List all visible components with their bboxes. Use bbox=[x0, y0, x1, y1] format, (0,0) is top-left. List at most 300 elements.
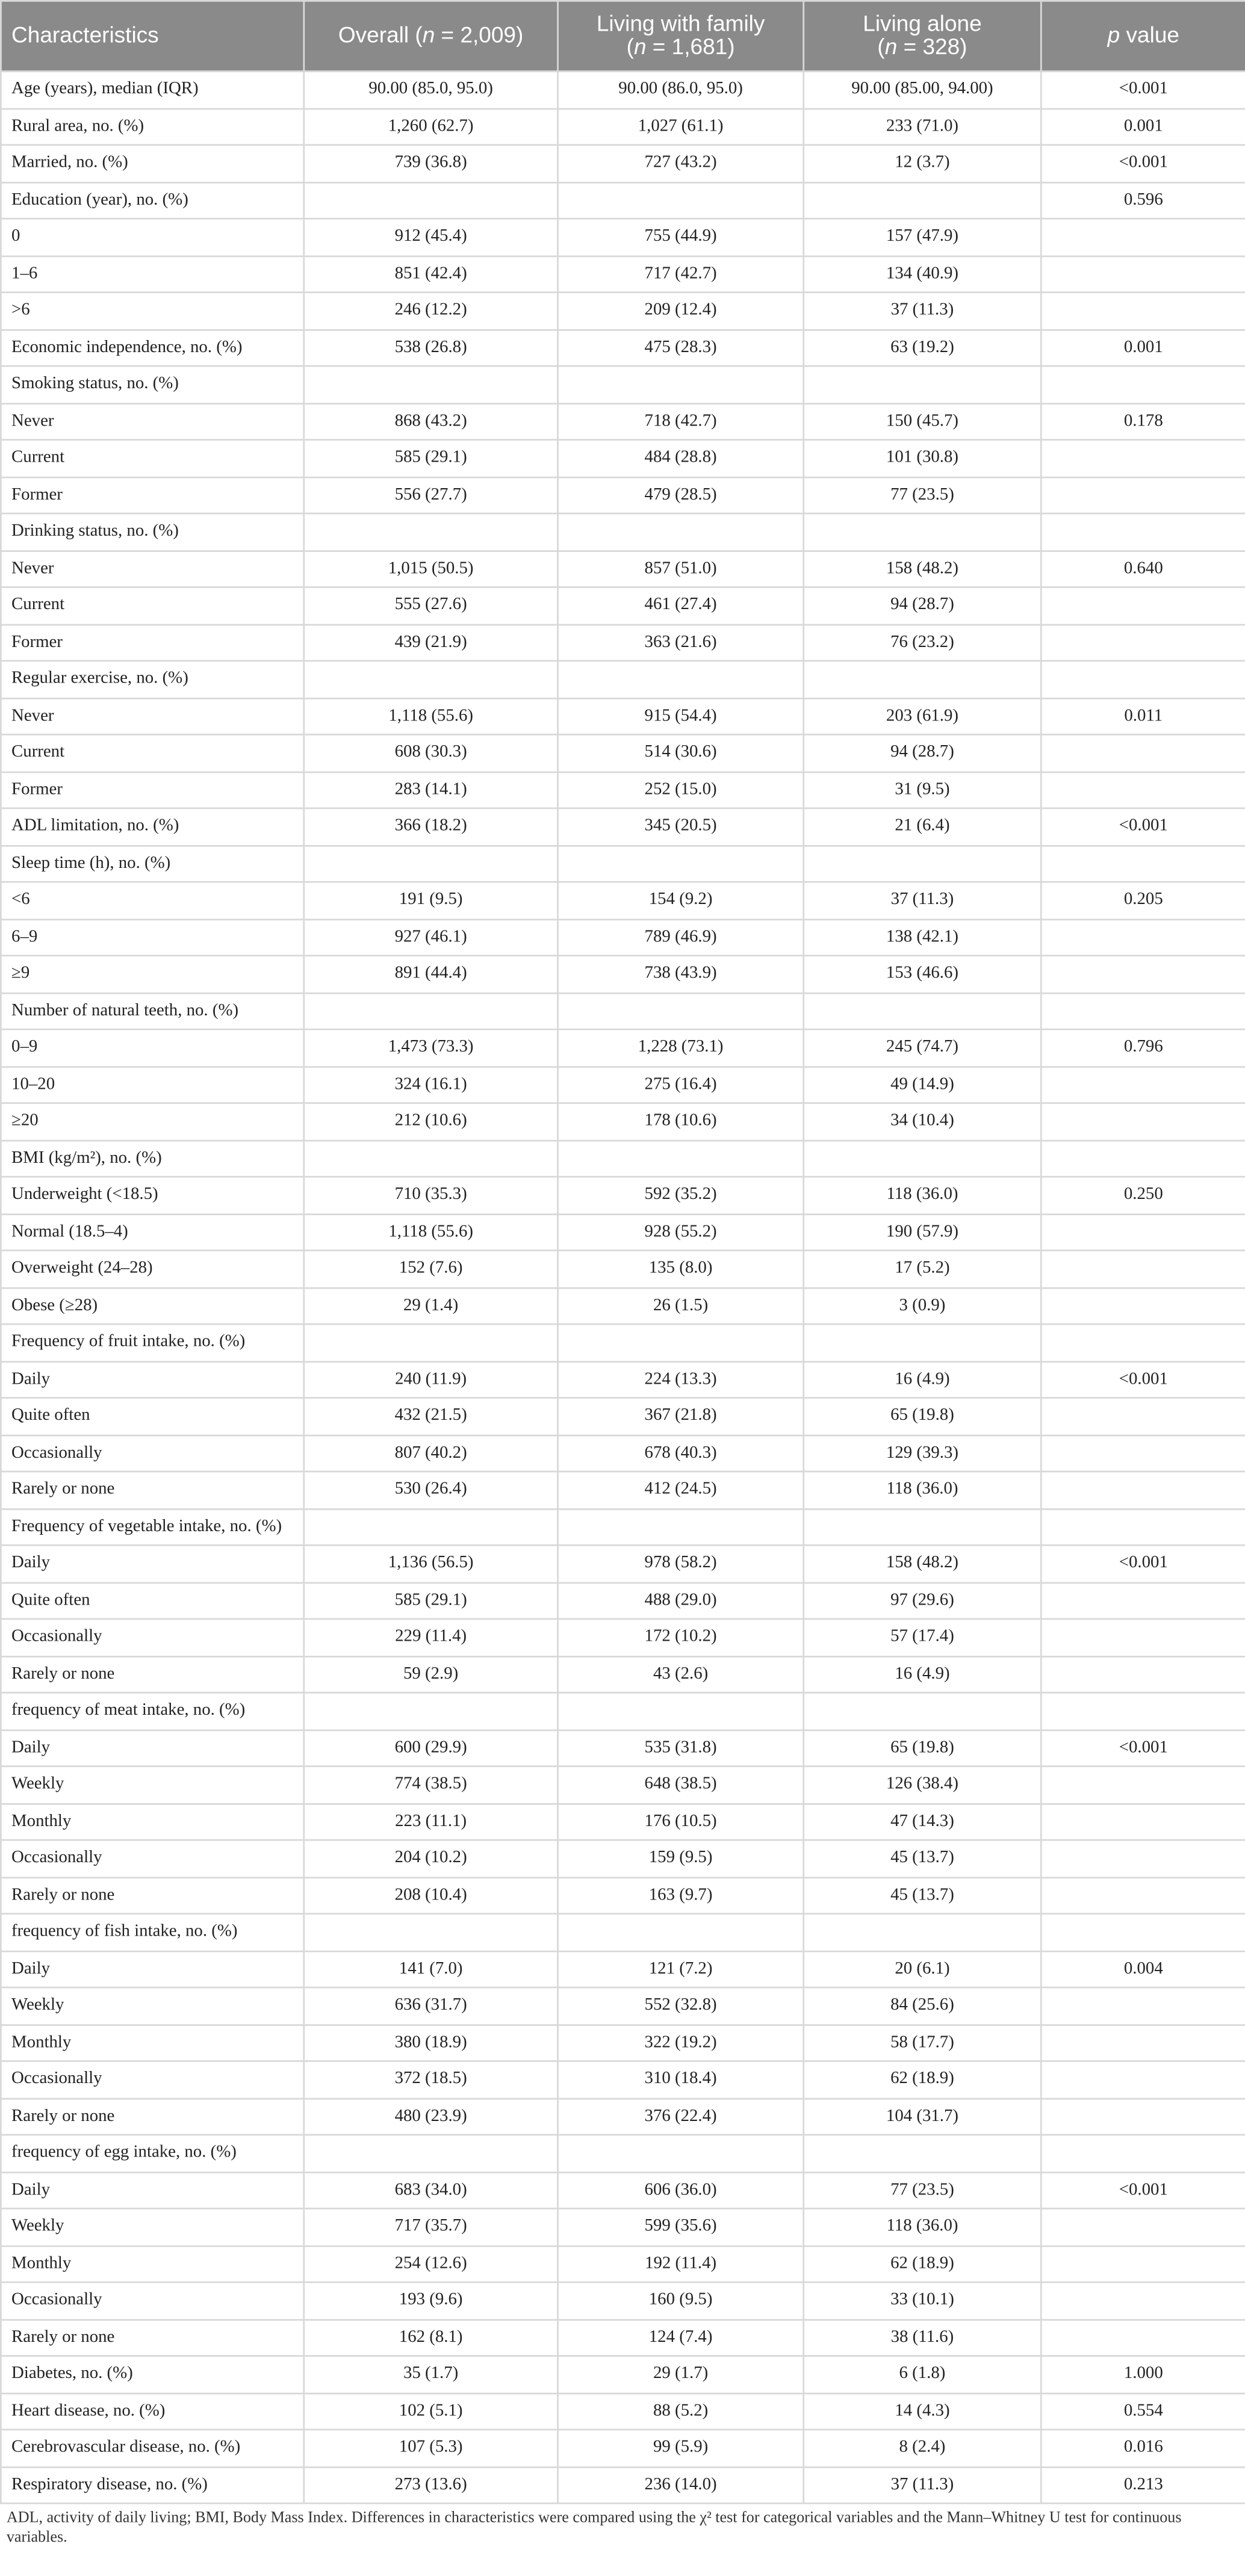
cell-living-alone: 150 (45.7) bbox=[804, 403, 1042, 439]
cell-characteristic: Age (years), median (IQR) bbox=[1, 71, 303, 108]
cell-living-alone: 203 (61.9) bbox=[804, 698, 1042, 734]
cell-characteristic: BMI (kg/m²), no. (%) bbox=[1, 1140, 303, 1177]
cell-p-value: <0.001 bbox=[1041, 145, 1245, 182]
table-row bbox=[1, 587, 1245, 624]
cell-characteristic: ADL limitation, no. (%) bbox=[1, 808, 303, 845]
cell-characteristic: Number of natural teeth, no. (%) bbox=[1, 992, 303, 1029]
cell-characteristic: <6 bbox=[1, 882, 303, 918]
cell-characteristic: Weekly bbox=[1, 1766, 303, 1803]
cell-characteristic: Monthly bbox=[1, 2024, 303, 2061]
cell-living-with-family: 159 (9.5) bbox=[558, 1840, 804, 1877]
cell-characteristic: Normal (18.5–4) bbox=[1, 1213, 303, 1250]
cell-overall: 480 (23.9) bbox=[304, 2098, 558, 2135]
cell-living-alone: 45 (13.7) bbox=[804, 1877, 1042, 1913]
cell-overall: 366 (18.2) bbox=[304, 808, 558, 845]
cell-overall: 208 (10.4) bbox=[304, 1877, 558, 1913]
cell-characteristic: Underweight (<18.5) bbox=[1, 1177, 303, 1213]
cell-living-with-family: 178 (10.6) bbox=[558, 1103, 804, 1140]
table-row bbox=[1, 1103, 1245, 1140]
table-row bbox=[1, 1803, 1245, 1840]
cell-living-alone: 104 (31.7) bbox=[804, 2098, 1042, 2135]
table-row bbox=[1, 1324, 1245, 1361]
cell-overall: 912 (45.4) bbox=[304, 218, 558, 255]
table-row bbox=[1, 477, 1245, 513]
cell-p-value bbox=[1041, 2135, 1245, 2172]
table-row bbox=[1, 440, 1245, 477]
cell-characteristic: Rarely or none bbox=[1, 2098, 303, 2135]
cell-living-alone: 134 (40.9) bbox=[804, 255, 1042, 292]
cell-living-alone: 157 (47.9) bbox=[804, 218, 1042, 255]
cell-living-with-family bbox=[558, 1692, 804, 1729]
cell-overall: 141 (7.0) bbox=[304, 1951, 558, 1987]
cell-living-alone bbox=[804, 2135, 1042, 2172]
cell-overall: 223 (11.1) bbox=[304, 1803, 558, 1840]
cell-overall: 35 (1.7) bbox=[304, 2356, 558, 2392]
cell-overall bbox=[304, 1324, 558, 1361]
cell-characteristic: Rarely or none bbox=[1, 1656, 303, 1692]
cell-characteristic: Drinking status, no. (%) bbox=[1, 513, 303, 550]
cell-living-alone: 65 (19.8) bbox=[804, 1398, 1042, 1434]
cell-p-value bbox=[1041, 624, 1245, 661]
cell-p-value bbox=[1041, 1103, 1245, 1140]
cell-living-with-family: 176 (10.5) bbox=[558, 1803, 804, 1840]
cell-characteristic: Weekly bbox=[1, 2208, 303, 2245]
table-row bbox=[1, 2135, 1245, 2172]
cell-characteristic: Smoking status, no. (%) bbox=[1, 366, 303, 403]
table-row bbox=[1, 772, 1245, 808]
cell-characteristic: Rarely or none bbox=[1, 1877, 303, 1913]
cell-living-with-family: 484 (28.8) bbox=[558, 440, 804, 477]
cell-living-with-family bbox=[558, 1508, 804, 1545]
cell-p-value: 0.205 bbox=[1041, 882, 1245, 918]
cell-living-with-family bbox=[558, 1140, 804, 1177]
cell-overall bbox=[304, 661, 558, 698]
cell-p-value bbox=[1041, 1398, 1245, 1434]
cell-p-value bbox=[1041, 956, 1245, 992]
cell-overall: 683 (34.0) bbox=[304, 2172, 558, 2208]
cell-living-alone: 45 (13.7) bbox=[804, 1840, 1042, 1877]
cell-living-with-family bbox=[558, 366, 804, 403]
cell-overall: 739 (36.8) bbox=[304, 145, 558, 182]
cell-living-with-family bbox=[558, 2135, 804, 2172]
cell-p-value bbox=[1041, 1324, 1245, 1361]
cell-p-value: 1.000 bbox=[1041, 2356, 1245, 2392]
cell-overall bbox=[304, 1140, 558, 1177]
table-row bbox=[1, 108, 1245, 145]
cell-p-value: 0.011 bbox=[1041, 698, 1245, 734]
cell-living-alone bbox=[804, 1324, 1042, 1361]
table-row bbox=[1, 1692, 1245, 1729]
cell-living-alone: 3 (0.9) bbox=[804, 1287, 1042, 1324]
cell-living-with-family: 345 (20.5) bbox=[558, 808, 804, 845]
cell-characteristic: Daily bbox=[1, 1729, 303, 1766]
cell-characteristic: 1–6 bbox=[1, 255, 303, 292]
cell-characteristic: Heart disease, no. (%) bbox=[1, 2393, 303, 2430]
cell-living-with-family: 154 (9.2) bbox=[558, 882, 804, 918]
header-characteristics: Characteristics bbox=[1, 1, 303, 71]
cell-living-with-family: 718 (42.7) bbox=[558, 403, 804, 439]
cell-characteristic: 10–20 bbox=[1, 1066, 303, 1103]
cell-overall: 530 (26.4) bbox=[304, 1472, 558, 1508]
cell-p-value bbox=[1041, 477, 1245, 513]
cell-p-value bbox=[1041, 513, 1245, 550]
cell-characteristic: frequency of egg intake, no. (%) bbox=[1, 2135, 303, 2172]
cell-living-with-family: 310 (18.4) bbox=[558, 2061, 804, 2098]
cell-characteristic: Current bbox=[1, 734, 303, 771]
cell-overall bbox=[304, 992, 558, 1029]
table-row bbox=[1, 1287, 1245, 1324]
cell-living-with-family: 717 (42.7) bbox=[558, 255, 804, 292]
cell-living-alone: 158 (48.2) bbox=[804, 550, 1042, 587]
cell-p-value bbox=[1041, 1066, 1245, 1103]
cell-p-value bbox=[1041, 255, 1245, 292]
cell-overall: 102 (5.1) bbox=[304, 2393, 558, 2430]
table-row bbox=[1, 956, 1245, 992]
cell-p-value bbox=[1041, 1914, 1245, 1951]
cell-p-value: 0.178 bbox=[1041, 403, 1245, 439]
cell-characteristic: frequency of meat intake, no. (%) bbox=[1, 1692, 303, 1729]
header-living-alone: Living alone (n = 328) bbox=[804, 1, 1042, 71]
cell-living-alone: 126 (38.4) bbox=[804, 1766, 1042, 1803]
cell-p-value bbox=[1041, 845, 1245, 882]
cell-characteristic: Married, no. (%) bbox=[1, 145, 303, 182]
table-row bbox=[1, 293, 1245, 329]
table-row bbox=[1, 2024, 1245, 2061]
cell-overall bbox=[304, 2135, 558, 2172]
cell-characteristic: Current bbox=[1, 440, 303, 477]
cell-overall: 807 (40.2) bbox=[304, 1435, 558, 1472]
table-row bbox=[1, 513, 1245, 550]
cell-living-with-family bbox=[558, 845, 804, 882]
cell-characteristic: Never bbox=[1, 403, 303, 439]
cell-p-value bbox=[1041, 218, 1245, 255]
cell-characteristic: Former bbox=[1, 772, 303, 808]
table-row bbox=[1, 2208, 1245, 2245]
cell-living-alone: 49 (14.9) bbox=[804, 1066, 1042, 1103]
cell-overall: 868 (43.2) bbox=[304, 403, 558, 439]
cell-p-value bbox=[1041, 2246, 1245, 2282]
cell-overall: 600 (29.9) bbox=[304, 1729, 558, 1766]
cell-living-with-family: 592 (35.2) bbox=[558, 1177, 804, 1213]
cell-p-value bbox=[1041, 772, 1245, 808]
cell-living-with-family: 236 (14.0) bbox=[558, 2466, 804, 2503]
cell-living-alone: 153 (46.6) bbox=[804, 956, 1042, 992]
cell-living-alone: 21 (6.4) bbox=[804, 808, 1042, 845]
cell-overall: 439 (21.9) bbox=[304, 624, 558, 661]
cell-living-alone: 90.00 (85.00, 94.00) bbox=[804, 71, 1042, 108]
cell-living-alone: 14 (4.3) bbox=[804, 2393, 1042, 2430]
cell-living-with-family: 367 (21.8) bbox=[558, 1398, 804, 1434]
table-row bbox=[1, 1508, 1245, 1545]
table-row bbox=[1, 992, 1245, 1029]
table-row bbox=[1, 1545, 1245, 1582]
cell-living-with-family: 1,027 (61.1) bbox=[558, 108, 804, 145]
cell-characteristic: Education (year), no. (%) bbox=[1, 182, 303, 218]
cell-living-with-family: 88 (5.2) bbox=[558, 2393, 804, 2430]
cell-characteristic: Quite often bbox=[1, 1398, 303, 1434]
table-row bbox=[1, 550, 1245, 587]
cell-p-value bbox=[1041, 1582, 1245, 1619]
cell-overall: 1,260 (62.7) bbox=[304, 108, 558, 145]
cell-living-with-family: 135 (8.0) bbox=[558, 1251, 804, 1287]
cell-characteristic: Rarely or none bbox=[1, 1472, 303, 1508]
cell-overall: 1,118 (55.6) bbox=[304, 1213, 558, 1250]
cell-living-with-family: 1,228 (73.1) bbox=[558, 1029, 804, 1066]
cell-characteristic: Rarely or none bbox=[1, 2319, 303, 2356]
table-row bbox=[1, 1361, 1245, 1398]
table-row bbox=[1, 1140, 1245, 1177]
cell-living-alone: 58 (17.7) bbox=[804, 2024, 1042, 2061]
header-overall: Overall (n = 2,009) bbox=[304, 1, 558, 71]
header-living-with-family: Living with family (n = 1,681) bbox=[558, 1, 804, 71]
cell-living-alone bbox=[804, 182, 1042, 218]
cell-characteristic: Respiratory disease, no. (%) bbox=[1, 2466, 303, 2503]
cell-p-value bbox=[1041, 587, 1245, 624]
cell-living-alone bbox=[804, 1692, 1042, 1729]
cell-overall bbox=[304, 182, 558, 218]
cell-p-value bbox=[1041, 1803, 1245, 1840]
cell-living-alone: 63 (19.2) bbox=[804, 329, 1042, 366]
table-row bbox=[1, 218, 1245, 255]
cell-characteristic: Occasionally bbox=[1, 1840, 303, 1877]
cell-characteristic: Former bbox=[1, 624, 303, 661]
cell-overall: 246 (12.2) bbox=[304, 293, 558, 329]
cell-living-alone: 233 (71.0) bbox=[804, 108, 1042, 145]
cell-living-alone: 16 (4.9) bbox=[804, 1656, 1042, 1692]
cell-characteristic: Overweight (24–28) bbox=[1, 1251, 303, 1287]
cell-living-with-family: 363 (21.6) bbox=[558, 624, 804, 661]
cell-living-with-family: 252 (15.0) bbox=[558, 772, 804, 808]
cell-living-alone: 8 (2.4) bbox=[804, 2430, 1042, 2466]
cell-living-with-family bbox=[558, 992, 804, 1029]
table-row bbox=[1, 1398, 1245, 1434]
cell-living-alone bbox=[804, 992, 1042, 1029]
cell-overall: 191 (9.5) bbox=[304, 882, 558, 918]
cell-characteristic: Occasionally bbox=[1, 2282, 303, 2319]
cell-living-alone: 76 (23.2) bbox=[804, 624, 1042, 661]
cell-living-with-family: 475 (28.3) bbox=[558, 329, 804, 366]
cell-overall: 555 (27.6) bbox=[304, 587, 558, 624]
cell-characteristic: Never bbox=[1, 698, 303, 734]
cell-living-with-family: 789 (46.9) bbox=[558, 919, 804, 956]
cell-living-alone: 77 (23.5) bbox=[804, 477, 1042, 513]
cell-living-alone: 16 (4.9) bbox=[804, 1361, 1042, 1398]
table-row bbox=[1, 1177, 1245, 1213]
cell-living-alone: 31 (9.5) bbox=[804, 772, 1042, 808]
cell-living-with-family: 535 (31.8) bbox=[558, 1729, 804, 1766]
cell-living-with-family: 514 (30.6) bbox=[558, 734, 804, 771]
cell-overall: 273 (13.6) bbox=[304, 2466, 558, 2503]
cell-living-alone: 33 (10.1) bbox=[804, 2282, 1042, 2319]
cell-characteristic: >6 bbox=[1, 293, 303, 329]
cell-living-with-family: 99 (5.9) bbox=[558, 2430, 804, 2466]
cell-p-value bbox=[1041, 1656, 1245, 1692]
cell-overall: 710 (35.3) bbox=[304, 1177, 558, 1213]
table-row bbox=[1, 845, 1245, 882]
cell-overall: 254 (12.6) bbox=[304, 2246, 558, 2282]
cell-living-with-family: 552 (32.8) bbox=[558, 1987, 804, 2024]
table-row bbox=[1, 1840, 1245, 1877]
cell-overall: 324 (16.1) bbox=[304, 1066, 558, 1103]
cell-characteristic: Economic independence, no. (%) bbox=[1, 329, 303, 366]
cell-overall: 538 (26.8) bbox=[304, 329, 558, 366]
table-row bbox=[1, 1951, 1245, 1987]
cell-overall: 372 (18.5) bbox=[304, 2061, 558, 2098]
cell-living-alone: 158 (48.2) bbox=[804, 1545, 1042, 1582]
cell-characteristic: Monthly bbox=[1, 2246, 303, 2282]
cell-p-value bbox=[1041, 1472, 1245, 1508]
cell-characteristic: frequency of fish intake, no. (%) bbox=[1, 1914, 303, 1951]
cell-living-with-family: 160 (9.5) bbox=[558, 2282, 804, 2319]
cell-living-with-family: 738 (43.9) bbox=[558, 956, 804, 992]
cell-overall: 204 (10.2) bbox=[304, 1840, 558, 1877]
cell-characteristic: Former bbox=[1, 477, 303, 513]
cell-characteristic: Weekly bbox=[1, 1987, 303, 2024]
cell-p-value bbox=[1041, 366, 1245, 403]
cell-overall: 717 (35.7) bbox=[304, 2208, 558, 2245]
cell-overall: 432 (21.5) bbox=[304, 1398, 558, 1434]
cell-characteristic: Frequency of fruit intake, no. (%) bbox=[1, 1324, 303, 1361]
cell-overall bbox=[304, 513, 558, 550]
table-row bbox=[1, 808, 1245, 845]
cell-characteristic: Sleep time (h), no. (%) bbox=[1, 845, 303, 882]
table-row bbox=[1, 1472, 1245, 1508]
cell-living-alone: 65 (19.8) bbox=[804, 1729, 1042, 1766]
cell-characteristic: Never bbox=[1, 550, 303, 587]
cell-p-value bbox=[1041, 992, 1245, 1029]
table-row bbox=[1, 1435, 1245, 1472]
cell-characteristic: Cerebrovascular disease, no. (%) bbox=[1, 2430, 303, 2466]
cell-overall bbox=[304, 845, 558, 882]
cell-living-with-family: 755 (44.9) bbox=[558, 218, 804, 255]
cell-characteristic: Occasionally bbox=[1, 1619, 303, 1656]
cell-characteristic: Rural area, no. (%) bbox=[1, 108, 303, 145]
cell-p-value bbox=[1041, 661, 1245, 698]
cell-living-with-family: 978 (58.2) bbox=[558, 1545, 804, 1582]
cell-living-alone bbox=[804, 1508, 1042, 1545]
cell-p-value: <0.001 bbox=[1041, 1361, 1245, 1398]
cell-living-alone: 118 (36.0) bbox=[804, 1472, 1042, 1508]
cell-overall: 193 (9.6) bbox=[304, 2282, 558, 2319]
cell-living-alone: 38 (11.6) bbox=[804, 2319, 1042, 2356]
cell-characteristic: Daily bbox=[1, 1951, 303, 1987]
table-row bbox=[1, 182, 1245, 218]
cell-living-with-family: 461 (27.4) bbox=[558, 587, 804, 624]
cell-overall: 240 (11.9) bbox=[304, 1361, 558, 1398]
cell-overall: 1,136 (56.5) bbox=[304, 1545, 558, 1582]
cell-living-with-family: 479 (28.5) bbox=[558, 477, 804, 513]
cell-p-value bbox=[1041, 1435, 1245, 1472]
cell-characteristic: ≥9 bbox=[1, 956, 303, 992]
cell-p-value bbox=[1041, 1840, 1245, 1877]
cell-characteristic: 0 bbox=[1, 218, 303, 255]
cell-living-alone: 94 (28.7) bbox=[804, 587, 1042, 624]
cell-p-value: 0.001 bbox=[1041, 108, 1245, 145]
cell-overall: 90.00 (85.0, 95.0) bbox=[304, 71, 558, 108]
cell-living-alone: 62 (18.9) bbox=[804, 2246, 1042, 2282]
table-row bbox=[1, 661, 1245, 698]
cell-p-value bbox=[1041, 919, 1245, 956]
cell-overall bbox=[304, 1692, 558, 1729]
cell-living-alone: 118 (36.0) bbox=[804, 2208, 1042, 2245]
cell-living-alone: 138 (42.1) bbox=[804, 919, 1042, 956]
cell-p-value: <0.001 bbox=[1041, 71, 1245, 108]
cell-p-value bbox=[1041, 1251, 1245, 1287]
cell-p-value bbox=[1041, 2208, 1245, 2245]
cell-overall: 927 (46.1) bbox=[304, 919, 558, 956]
cell-living-alone: 77 (23.5) bbox=[804, 2172, 1042, 2208]
cell-p-value bbox=[1041, 1213, 1245, 1250]
cell-characteristic: Frequency of vegetable intake, no. (%) bbox=[1, 1508, 303, 1545]
cell-living-with-family: 412 (24.5) bbox=[558, 1472, 804, 1508]
cell-overall: 585 (29.1) bbox=[304, 1582, 558, 1619]
header-row bbox=[1, 1, 1245, 71]
cell-p-value bbox=[1041, 2282, 1245, 2319]
table-row bbox=[1, 882, 1245, 918]
cell-p-value bbox=[1041, 440, 1245, 477]
table-row bbox=[1, 1582, 1245, 1619]
cell-living-with-family: 606 (36.0) bbox=[558, 2172, 804, 2208]
cell-p-value: 0.640 bbox=[1041, 550, 1245, 587]
cell-p-value bbox=[1041, 1987, 1245, 2024]
cell-overall: 774 (38.5) bbox=[304, 1766, 558, 1803]
table-row bbox=[1, 2356, 1245, 2392]
table-row bbox=[1, 1029, 1245, 1066]
cell-overall: 107 (5.3) bbox=[304, 2430, 558, 2466]
cell-p-value bbox=[1041, 2024, 1245, 2061]
cell-living-with-family: 43 (2.6) bbox=[558, 1656, 804, 1692]
cell-characteristic: Current bbox=[1, 587, 303, 624]
cell-living-alone: 94 (28.7) bbox=[804, 734, 1042, 771]
cell-p-value bbox=[1041, 293, 1245, 329]
table-row bbox=[1, 919, 1245, 956]
cell-p-value bbox=[1041, 1619, 1245, 1656]
table-row bbox=[1, 2061, 1245, 2098]
cell-living-with-family: 678 (40.3) bbox=[558, 1435, 804, 1472]
table-row bbox=[1, 2098, 1245, 2135]
cell-living-with-family: 124 (7.4) bbox=[558, 2319, 804, 2356]
table-row bbox=[1, 1914, 1245, 1951]
cell-overall: 636 (31.7) bbox=[304, 1987, 558, 2024]
cell-living-with-family: 376 (22.4) bbox=[558, 2098, 804, 2135]
cell-overall: 585 (29.1) bbox=[304, 440, 558, 477]
cell-living-with-family: 26 (1.5) bbox=[558, 1287, 804, 1324]
table-row bbox=[1, 1251, 1245, 1287]
table-row bbox=[1, 1729, 1245, 1766]
cell-living-with-family bbox=[558, 1914, 804, 1951]
table-row bbox=[1, 734, 1245, 771]
cell-p-value: <0.001 bbox=[1041, 2172, 1245, 2208]
table-row bbox=[1, 255, 1245, 292]
table-row bbox=[1, 403, 1245, 439]
cell-living-alone: 17 (5.2) bbox=[804, 1251, 1042, 1287]
cell-overall: 608 (30.3) bbox=[304, 734, 558, 771]
cell-living-with-family: 192 (11.4) bbox=[558, 2246, 804, 2282]
cell-p-value: <0.001 bbox=[1041, 808, 1245, 845]
cell-living-with-family bbox=[558, 182, 804, 218]
table-row bbox=[1, 1619, 1245, 1656]
cell-overall bbox=[304, 1508, 558, 1545]
cell-p-value: 0.004 bbox=[1041, 1951, 1245, 1987]
cell-living-alone bbox=[804, 1914, 1042, 1951]
cell-living-with-family: 224 (13.3) bbox=[558, 1361, 804, 1398]
cell-p-value: 0.554 bbox=[1041, 2393, 1245, 2430]
table-row bbox=[1, 71, 1245, 108]
cell-p-value: 0.250 bbox=[1041, 1177, 1245, 1213]
table-row bbox=[1, 2172, 1245, 2208]
cell-living-alone: 20 (6.1) bbox=[804, 1951, 1042, 1987]
table-row bbox=[1, 145, 1245, 182]
